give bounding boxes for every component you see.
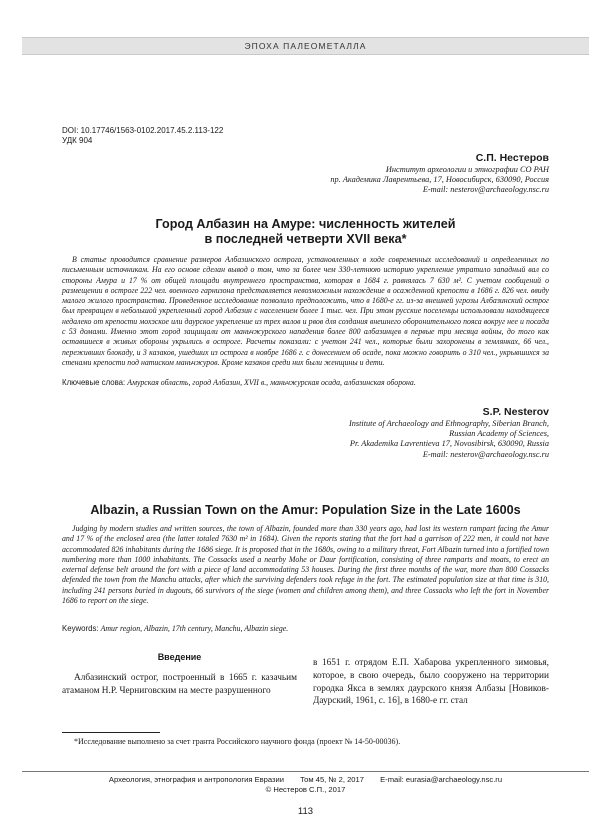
section-heading: Введение [157,652,202,662]
author-block-ru [330,151,549,196]
author-email-ru: E-mail: nesterov@archaeology.nsc.ru [422,185,549,195]
doi: DOI: 10.17746/1563-0102.2017.45.2.113-122 [62,126,224,135]
body-paragraph: в 1651 г. отрядом Е.П. Хабарова укрепленного зимовья, которое, в свою очередь, было сооружено на территории городка Якса в землях даурского князя Албазы [Новиков-Даурский, 1961, с. 16], в 1680-е гг. стал [313,658,549,707]
affiliation-line: Институт археологии и этнографии СО РАН [385,165,549,174]
footer-copyright: © Нестеров С.П., 2017 [265,785,346,794]
author-block-en [349,405,549,460]
footer-rule [22,771,589,772]
affiliation-line: Pr. Akademika Lavrentieva 17, Novosibirsk, 630090, Russia [349,439,549,449]
author-name-ru: С.П. Нестеров [475,152,549,164]
footer-journal-line [22,775,589,785]
section-band [22,37,589,55]
author-name-en: S.P. Nesterov [482,406,549,418]
keywords-en [62,624,549,634]
keywords-value: Amur region, Albazin, 17th century, Manchu, Albazin siege. [100,624,289,633]
page-number: 113 [297,806,314,817]
affiliation-line: пр. Академика Лаврентьева, 17, Новосибирск, 630090, Россия [330,175,549,185]
affiliation-line: Institute of Archaeology and Ethnography, Siberian Branch, [348,419,549,428]
affiliation-line: Russian Academy of Sciences, [449,429,549,439]
article-title-en: Albazin, a Russian Town on the Amur: Population Size in the Late 1600s [90,503,521,517]
journal-email: E-mail: eurasia@archaeology.nsc.ru [380,775,503,784]
article-title-ru [62,217,549,247]
keywords-label: Keywords: [62,624,99,633]
author-email-en: E-mail: nesterov@archaeology.nsc.ru [422,449,549,459]
title-line: Город Албазин на Амуре: численность жителей [155,217,456,231]
journal-name: Археология, этнография и антропология Евразии [108,775,284,784]
journal-volume: Том 45, № 2, 2017 [300,775,364,784]
body-right-column [313,657,549,708]
title-line: в последней четверти XVII века* [204,232,407,246]
keywords-value: Амурская область, город Албазин, XVII в., маньчжурская осада, албазинская оборона. [127,378,416,387]
keywords-ru [62,378,549,388]
udk: УДК 904 [62,136,93,145]
body-left-column [62,650,297,698]
footnote: *Исследование выполнено за счет гранта Российского научного фонда (проект № 14-50-00036). [74,737,401,746]
abstract-ru: В статье проводится сравнение размеров Албазинского острога, установленных в ходе современных исследований и определенных по письменным источникам. На его основе сделан вывод о том, что за более чем 330-летнюю историю укрепление утратило западный вал со стороны Амура и 17 % от общей площади внутреннего пространства, которая в 1684 г. равнялась 7 630 м². С учетом сообщений о размещении в остроге 222 чел. военного гарнизона представляется невозможным нахождение в осажденной крепости в 1686 г. 826 чел. ввиду малого жилого пространства. Проведенное исследование позволило предположить, что в 1680-е гг. из-за внешней угрозы Албазинский острог был превращен в небольшой укрепленный город Албазин с населением более 1 тыс. чел. При этом русские поселенцы использовали находящееся недалеко от крепости мохэское или даурское укрепление из трех валов и рвов для создания внешнего оборонительного пояса вокруг нее и посада с 53 домами. Именно этот город защищали от маньчжурского нападения более 800 албазинцев в первые три месяца войны, до того как оставшиеся в живых обороны укрылись в остроге. Расчеты показали: с учетом 241 чел., которые были захоронены в землянках, 66 чел., переживших блокаду, и 3 казаков, ушедших из острога в ноябре 1686 г. с донесением об осаде, пока можно говорить о 310 чел., укрывшихся за стенами крепости под натиском маньчжуров. Кроме казаков среди них были женщины и дети. [62,255,549,367]
keywords-label: Ключевые слова: [62,378,126,387]
abstract-en: Judging by modern studies and written sources, the town of Albazin, founded more than 330 years ago, had lost its western rampart facing the Amur and 17 % of the enclosed area (the latter totaled 7630 m² in 1684). Given the reports stating that the fort had a garrison of 222 men, it could not have accommodated 826 inhabitants during the 1686 siege. It is proposed that in the 1680s, owing to a military threat, Fort Albazin turned into a fortified town numbering more than 1000 inhabitants. The Cossacks used a nearby Mohe or Daur fortification, consisting of three ramparts and moats, to erect an external defense belt around the fort with a piece of land accommodating 53 houses. During the first three months of the war, more than 800 Cossacks defended the town from the Manchu attacks, after which the surviving defenders took refuge in the fort. The estimated population size at that time is 310, including 241 persons buried in dugouts, 66 survivors of the siege (women and children among them), and three Cossacks who left the fort in November 1686 to report on the siege. [62,524,549,606]
body-paragraph: Албазинский острог, построенный в 1665 г. казачьим атаманом Н.Р. Черниговским на месте разрушенного [62,673,297,696]
section-title: ЭПОХА ПАЛЕОМЕТАЛЛА [244,41,367,51]
footnote-rule [62,732,160,733]
